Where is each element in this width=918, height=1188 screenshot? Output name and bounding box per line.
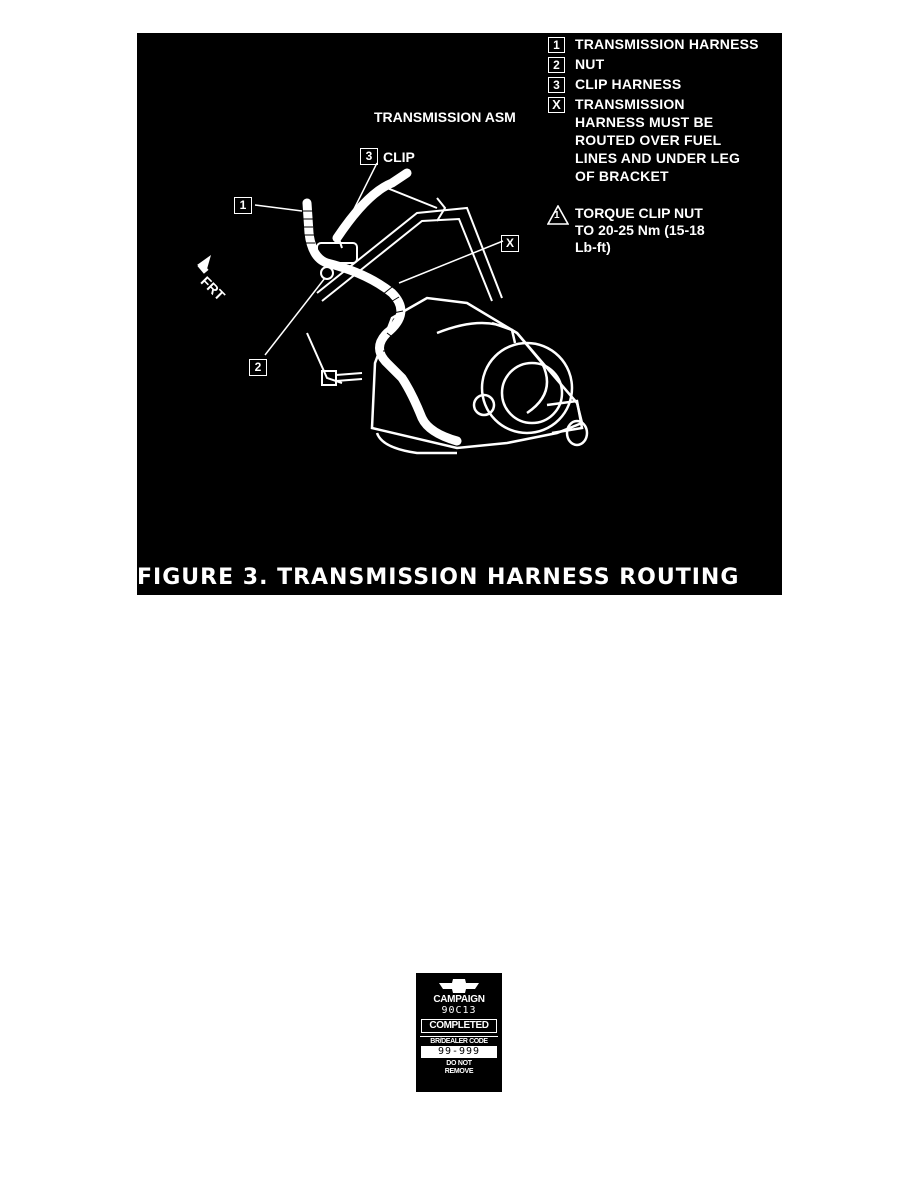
chevrolet-bowtie-icon xyxy=(439,979,479,993)
callout-x: X xyxy=(501,235,519,252)
front-arrow-icon xyxy=(197,255,211,274)
dealer-code-value: 99-999 xyxy=(421,1046,497,1058)
legend-text: TRANSMISSION HARNESS xyxy=(575,36,759,52)
clip-callout-box: 3 xyxy=(360,148,378,165)
legend-key-box: X xyxy=(548,97,565,113)
campaign-sticker xyxy=(416,973,502,1092)
nut-shape xyxy=(321,267,333,279)
clip-label: CLIP xyxy=(383,149,415,165)
remove-label: REMOVE xyxy=(444,1068,474,1075)
legend-text: NUT xyxy=(575,56,605,72)
completed-label: COMPLETED xyxy=(421,1019,497,1033)
transmission-harness-figure xyxy=(137,33,782,595)
transmission-harness-line xyxy=(307,173,457,441)
legend-key-box: 2 xyxy=(548,57,565,73)
legend-item xyxy=(547,95,745,185)
campaign-label: CAMPAIGN xyxy=(433,994,485,1005)
callout-2: 2 xyxy=(249,359,267,376)
assembly-label: TRANSMISSION ASM xyxy=(374,109,516,125)
campaign-code: 90C13 xyxy=(441,1005,477,1016)
dealer-code-label: BR/DEALER CODE xyxy=(420,1036,498,1046)
legend-key-box: 3 xyxy=(548,77,565,93)
legend-item xyxy=(547,55,779,73)
torque-text: TORQUE CLIP NUT TO 20-25 Nm (15-18 Lb-ft) xyxy=(575,205,705,255)
legend-text: CLIP HARNESS xyxy=(575,76,682,92)
legend-item xyxy=(547,75,779,93)
legend xyxy=(547,35,779,185)
front-label: FRT xyxy=(197,273,229,304)
callout-1: 1 xyxy=(234,197,252,214)
torque-key: 1 xyxy=(554,210,560,221)
figure-caption: FIGURE 3. TRANSMISSION HARNESS ROUTING xyxy=(137,565,740,590)
torque-note xyxy=(547,205,779,256)
legend-item xyxy=(547,35,779,53)
fuel-lines xyxy=(307,188,502,383)
do-not-label: DO NOT xyxy=(446,1060,472,1067)
legend-key-box: 1 xyxy=(548,37,565,53)
legend-text: TRANSMISSION HARNESS MUST BE ROUTED OVER FUEL LINES AND UNDER LEG OF BRACKET xyxy=(575,96,741,184)
